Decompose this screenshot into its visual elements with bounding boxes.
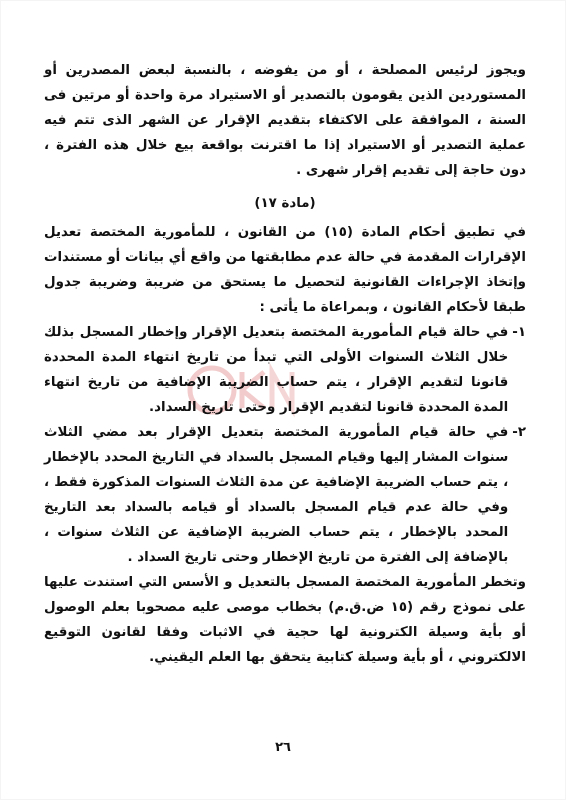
list-item-number: ١- bbox=[512, 325, 526, 340]
list-item-text: في حالة قيام المأمورية المختصة بتعديل الإقرار بعد مضي الثلاث سنوات المشار إليها وقيام المسجل بالسداد في التاريخ المحدد بالإخطار ، يتم حساب الضريبة الإضافية عن مدة الثلاث السنوات المذكورة فقط ، وفي حالة عدم قيام المسجل بالسداد أو قيامه بالسداد بعد التاريخ المحدد بالإخطار ، يتم حساب الضريبة الإضافية عن الثلاث سنوات ، بالإضافة إلى الفترة من تاريخ الإخطار وحتى تاريخ السداد . bbox=[44, 425, 509, 565]
article-paragraph: في تطبيق أحكام المادة (١٥) من القانون ، للمأمورية المختصة تعديل الإقرارات المقدمة في حالة عدم مطابقتها من واقع أي بيانات أو مستندات وإتخاذ الإجراءات القانونية لتحصيل ما يستحق من ضريبة وضريبة جدول طبقا لأحكام القانون ، وبمراعاة ما يأتى : bbox=[44, 225, 526, 315]
list-item bbox=[44, 420, 526, 570]
list-item-text: في حالة قيام المأمورية المختصة بتعديل الإقرار وإخطار المسجل بذلك خلال الثلاث السنوات الأولى التي تبدأ من تاريخ انتهاء المدة المحددة قانونا لتقديم الإقرار ، يتم حساب الضريبة الإضافية من تاريخ انتهاء المدة المحددة قانونا لتقديم الإقرار وحتى تاريخ السداد. bbox=[44, 325, 509, 415]
main-text bbox=[44, 58, 526, 670]
closing-paragraph: وتخطر المأمورية المختصة المسجل بالتعديل و الأسس التي استندت عليها على نموذج رقم (١٥ ض.ق.م) بخطاب موصى عليه مصحوبا بعلم الوصول أو بأية وسيلة الكترونية لها حجية في الاثبات وفقا لقانون التوقيع الالكتروني ، أو بأية وسيلة كتابية يتحقق بها العلم اليقيني. bbox=[44, 575, 526, 665]
intro-paragraph: ويجوز لرئيس المصلحة ، أو من يفوضه ، بالنسبة لبعض المصدرين أو المستوردين الذين يقومون بالتصدير أو الاستيراد مرة واحدة أو مرتين فى السنة ، الموافقة على الاكتفاء بتقديم الإقرار عن الشهر الذى تتم فيه عملية التصدير أو الاستيراد إذا ما اقترنت بواقعة بيع خلال هذه الفترة ، دون حاجة إلى تقديم إقرار شهرى . bbox=[44, 63, 526, 178]
page-number: ٢٦ bbox=[275, 740, 291, 755]
list-item bbox=[44, 320, 526, 420]
list-item-number: ٢- bbox=[512, 425, 526, 440]
article-heading: (مادة ١٧) bbox=[254, 196, 316, 211]
